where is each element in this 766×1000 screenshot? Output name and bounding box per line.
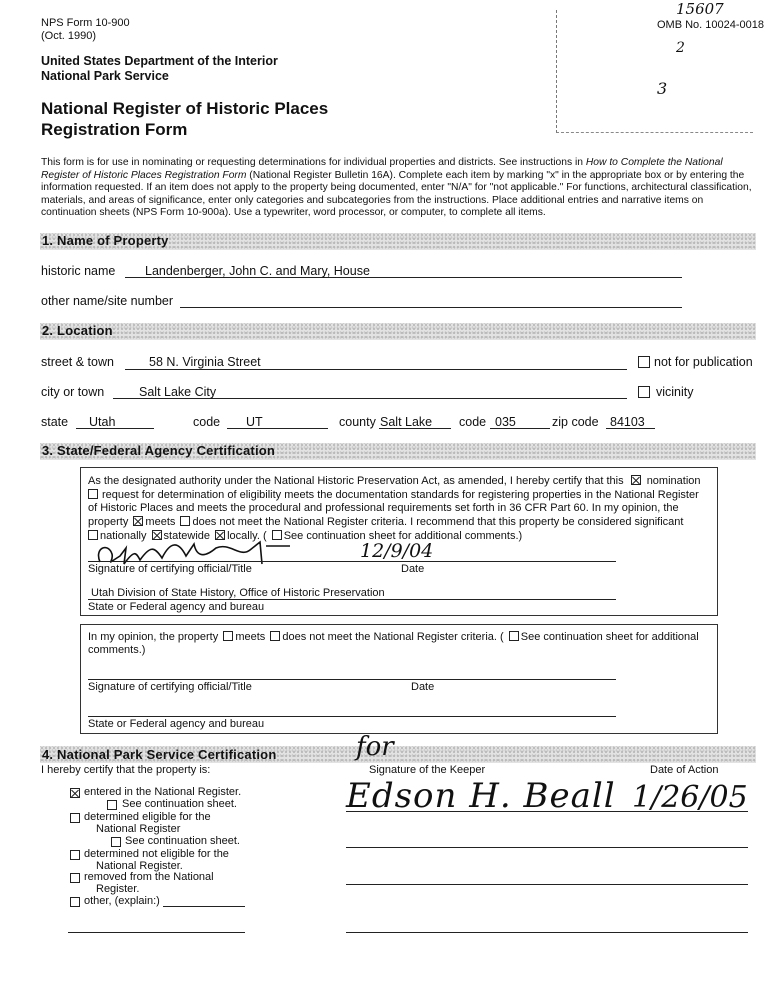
code-line <box>227 428 328 429</box>
stamp-number: 15607 <box>676 0 724 18</box>
section1-title: 1. Name of Property <box>42 233 169 248</box>
determined-not-eligible-checkbox[interactable] <box>70 850 80 860</box>
vicinity-label: vicinity <box>656 385 694 399</box>
received-stamp <box>556 10 753 133</box>
vicinity-checkbox[interactable] <box>638 386 650 398</box>
form-subtitle: Registration Form <box>41 120 188 139</box>
agency-line1: United States Department of the Interior <box>41 54 278 68</box>
stamp-mark-3: 3 <box>657 79 668 98</box>
historic-name-value[interactable]: Landenberger, John C. and Mary, House <box>145 264 370 278</box>
code-value[interactable]: UT <box>246 415 263 429</box>
signature-label-2: Signature of certifying official/Title <box>88 681 252 693</box>
date-label-2: Date <box>411 681 435 693</box>
opinion-continuation-checkbox[interactable] <box>509 631 519 641</box>
street-value[interactable]: 58 N. Virginia Street <box>149 355 261 369</box>
county-label: county <box>339 415 376 429</box>
keeper-line-2 <box>346 847 748 848</box>
meets-checkbox[interactable] <box>133 516 143 526</box>
keeper-line-1 <box>346 811 748 812</box>
not-for-publication-checkbox[interactable] <box>638 356 650 368</box>
signature-label-1: Signature of certifying official/Title <box>88 563 252 575</box>
stamp-mark-2: 2 <box>676 40 685 56</box>
removed-label: removed from the National <box>84 871 214 883</box>
omb-number: OMB No. 10024-0018 <box>657 19 765 31</box>
street-label: street & town <box>41 355 114 369</box>
instructions: This form is for use in nominating or requesting determinations for individual properties and districts. See instructions in How to Complete the National Register of Historic Places Registration Form (National Register Bulletin 16A). Complete each item by marking "x" in the appropriate box or by entering the information requested. If an item does not apply to the property being documented, enter "N/A" for "not applicable." For functions, architectural classification, materials, and areas of significance, enter only categories and subcategories from the instructions. Place additional entries and narrative items on continuation sheets (NPS Form 10-900a). Use a typewriter, word processor, or computer, to complete all items. <box>41 157 752 219</box>
determined-eligible-label: determined eligible for the <box>84 811 211 823</box>
keeper-signature-label: Signature of the Keeper <box>369 764 486 776</box>
certification-text: As the designated authority under the National Historic Preservation Act, as amended, I hereby certify that this nomination request for determination of eligibility meets the documentation standards for registering properties in the National Register of Historic Places and meets the procedural and professional requirements set forth in 36 CFR Part 60. In my opinion, the property meets does not meet the National Register criteria. I recommend that this property be considered significant nationally statewide locally. ( See continuation sheet for additional comments.) <box>88 475 701 542</box>
agency-line-1 <box>88 599 616 600</box>
agency-label-1: State or Federal agency and bureau <box>88 601 265 613</box>
code-label: code <box>193 415 221 429</box>
county-code-label: code <box>459 415 487 429</box>
removed-label-2: Register. <box>96 883 140 895</box>
county-code-value[interactable]: 035 <box>495 415 516 429</box>
keeper-signature: Edson H. Beall <box>346 776 616 816</box>
section4-title: 4. National Park Service Certification <box>42 747 277 762</box>
agency-line2: National Park Service <box>41 69 169 83</box>
form-date: (Oct. 1990) <box>41 30 97 42</box>
opinion-text: In my opinion, the property meets does not meet the National Register criteria. ( See continuation sheet for additional comments.) <box>88 631 699 656</box>
section3-title: 3. State/Federal Agency Certification <box>42 443 276 458</box>
other-explain-line[interactable] <box>163 906 245 907</box>
other-label: other, (explain:) <box>84 895 160 907</box>
section2-bar <box>40 323 756 340</box>
date-label-1: Date <box>401 563 425 575</box>
zip-label: zip code <box>552 415 599 429</box>
nomination-checkbox[interactable] <box>631 475 641 485</box>
zip-value[interactable]: 84103 <box>610 415 645 429</box>
keeper-line-3 <box>346 884 748 885</box>
agency-value[interactable]: Utah Division of State History, Office of Historic Preservation <box>91 587 385 599</box>
action-date: 1/26/05 <box>632 780 748 815</box>
other-checkbox[interactable] <box>70 897 80 907</box>
does-not-meet-checkbox[interactable] <box>180 516 190 526</box>
eligible-continuation-checkbox[interactable] <box>111 837 121 847</box>
certifying-date: 12/9/04 <box>360 540 434 562</box>
other-explain-line-2[interactable] <box>68 932 245 933</box>
street-line <box>125 369 627 370</box>
opinion-meets-checkbox[interactable] <box>223 631 233 641</box>
other-name-label: other name/site number <box>41 294 174 308</box>
state-value[interactable]: Utah <box>89 415 116 429</box>
hereby-certify: I hereby certify that the property is: <box>41 764 211 776</box>
other-name-line <box>180 307 682 308</box>
entered-label: entered in the National Register. <box>84 786 242 798</box>
city-value[interactable]: Salt Lake City <box>139 385 217 399</box>
handwritten-for: for <box>356 732 394 762</box>
entered-continuation-checkbox[interactable] <box>107 800 117 810</box>
historic-name-label: historic name <box>41 264 116 278</box>
keeper-line-4 <box>346 932 748 933</box>
determined-not-eligible-label-2: National Register. <box>96 860 183 872</box>
date-of-action-label: Date of Action <box>650 764 719 776</box>
section2-title: 2. Location <box>42 323 113 338</box>
determined-eligible-checkbox[interactable] <box>70 813 80 823</box>
opinion-not-meet-checkbox[interactable] <box>270 631 280 641</box>
request-checkbox[interactable] <box>88 489 98 499</box>
entered-continuation-label: See continuation sheet. <box>122 798 237 810</box>
determined-eligible-label-2: National Register <box>96 823 181 835</box>
city-label: city or town <box>41 385 105 399</box>
form-title: National Register of Historic Places <box>41 99 329 118</box>
signature-line-1 <box>88 561 616 562</box>
not-for-publication-label: not for publication <box>654 355 753 369</box>
entered-checkbox[interactable] <box>70 788 80 798</box>
form-id: NPS Form 10-900 <box>41 17 130 29</box>
agency-label-2: State or Federal agency and bureau <box>88 718 265 730</box>
signature-line-2 <box>88 679 616 680</box>
removed-checkbox[interactable] <box>70 873 80 883</box>
agency-line-2 <box>88 716 616 717</box>
state-label: state <box>41 415 69 429</box>
determined-not-eligible-label: determined not eligible for the <box>84 848 229 860</box>
eligible-continuation-label: See continuation sheet. <box>125 835 240 847</box>
county-value[interactable]: Salt Lake <box>380 415 433 429</box>
